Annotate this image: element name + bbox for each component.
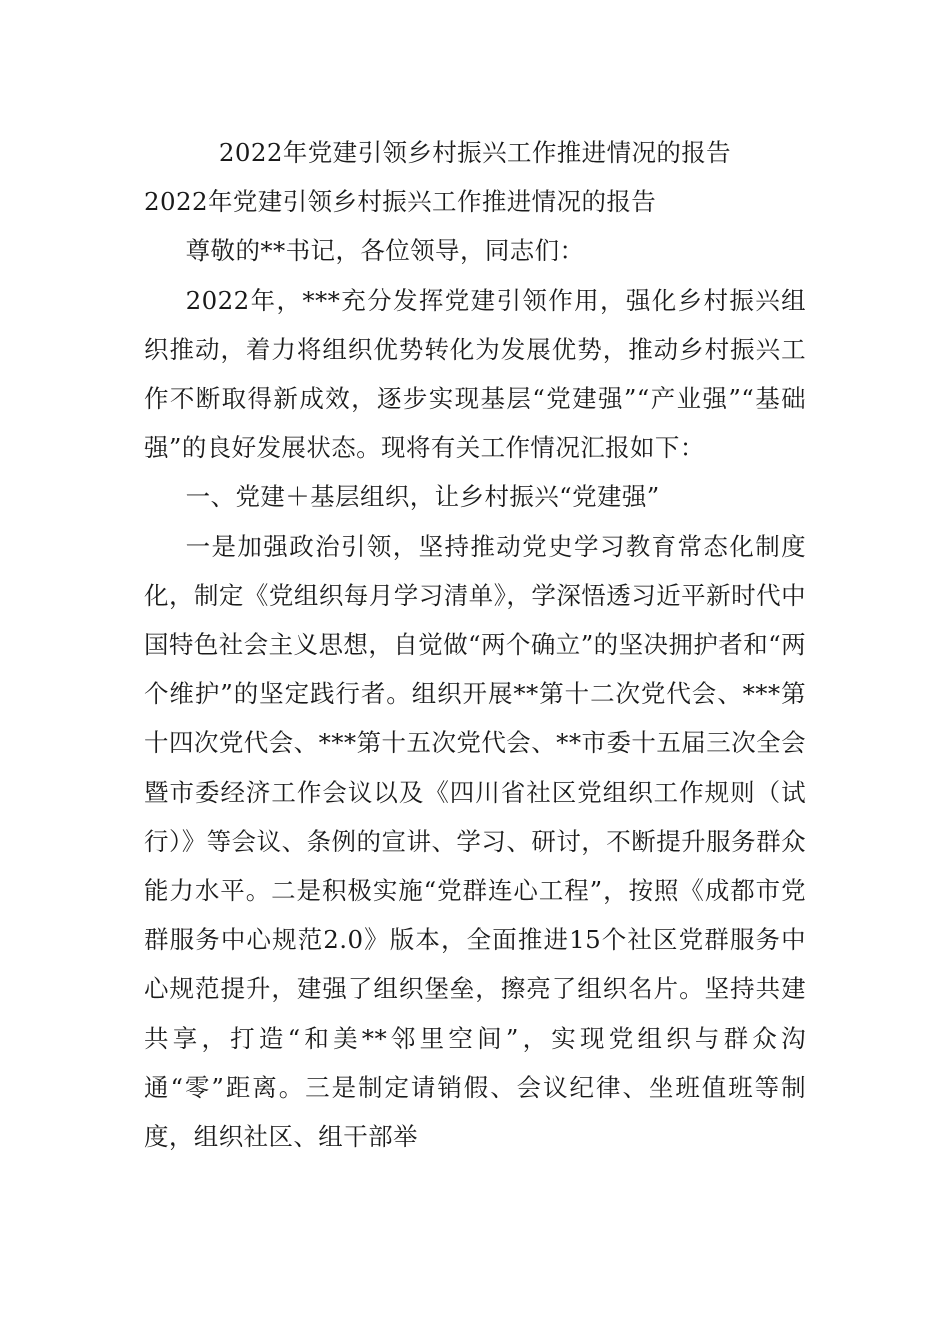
section-1-body: 一是加强政治引领，坚持推动党史学习教育常态化制度化，制定《党组织每月学习清单》，学深悟透习近平新时代中国特色社会主义思想，自觉做“两个确立”的坚决拥护者和“两个维护”的坚定践行者。组织开展**第十二次党代会、***第十四次党代会、***第十五次党代会、**市委十五届三次全会暨市委经济工作会议以及《四川省社区党组织工作规则（试行）》等会议、条例的宣讲、学习、研讨，不断提升服务群众能力水平。二是积极实施“党群连心工程”，按照《成都市党群服务中心规范2.0》版本，全面推进15个社区党群服务中心规范提升，建强了组织堡垒，擦亮了组织名片。坚持共建共享，打造“和美**邻里空间”，实现党组织与群众沟通“零”距离。三是制定请销假、会议纪律、坐班值班等制度，组织社区、组干部举 bbox=[144, 531, 806, 1152]
salutation: 尊敬的**书记，各位领导，同志们： bbox=[185, 236, 585, 266]
intro-paragraph: 2022年，***充分发挥党建引领作用，强化乡村振兴组织推动，着力将组织优势转化为发展优势，推动乡村振兴工作不断取得新成效，逐步实现基层“党建强”“产业强”“基础强”的良好发展状态。现将有关工作情况汇报如下： bbox=[144, 285, 806, 463]
document-subtitle: 2022年党建引领乡村振兴工作推进情况的报告 bbox=[144, 187, 657, 217]
document-title: 2022年党建引领乡村振兴工作推进情况的报告 bbox=[218, 138, 732, 167]
section-1-heading: 一、党建＋基层组织，让乡村振兴“党建强” bbox=[185, 482, 660, 512]
document-body bbox=[144, 128, 806, 1161]
